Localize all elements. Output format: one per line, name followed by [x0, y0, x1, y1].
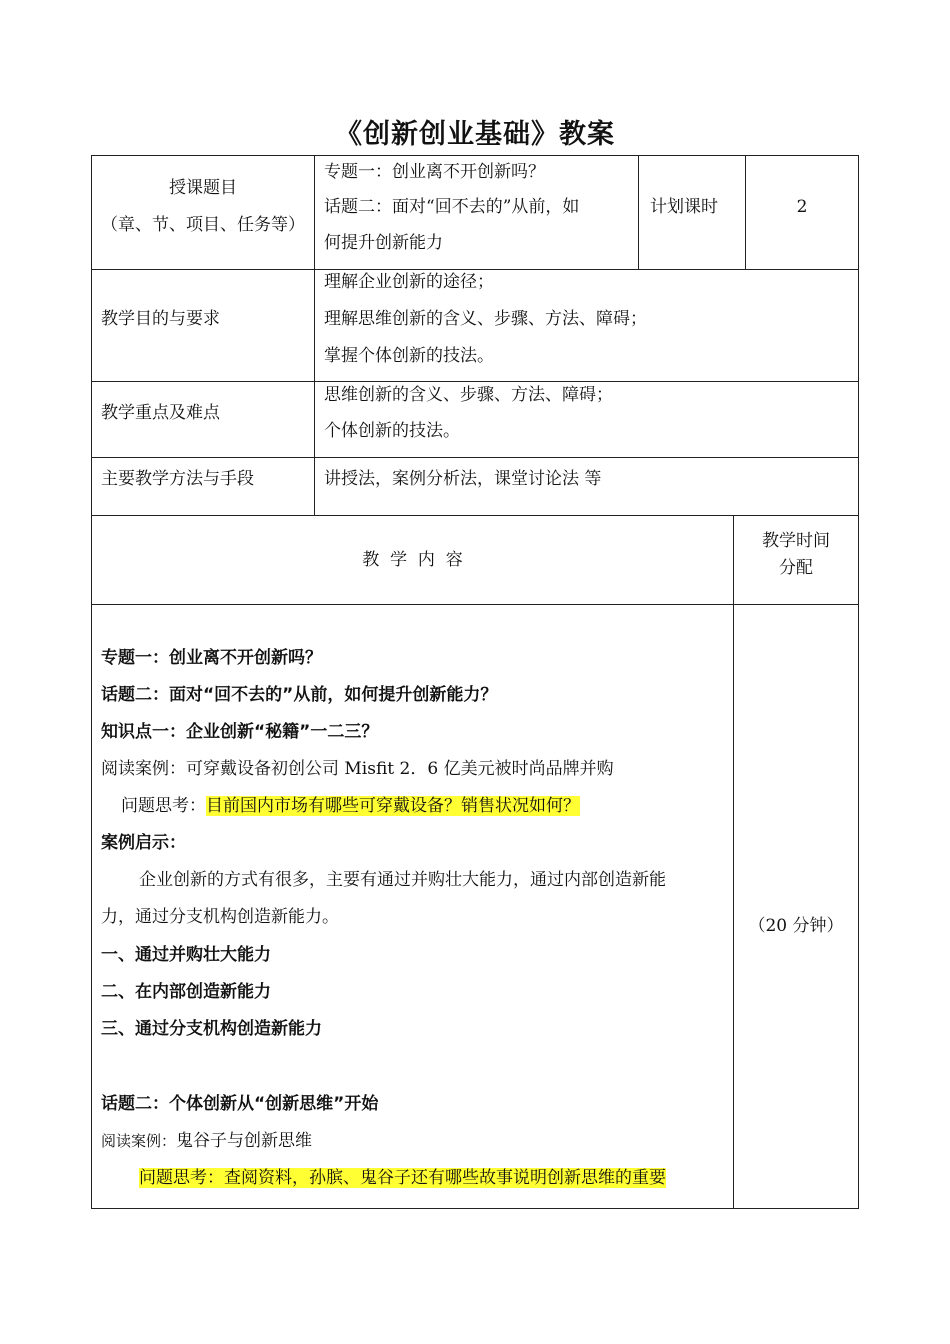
time-allocation: （20 分钟） [748, 916, 844, 936]
goal-item: 掌握个体创新的技法。 [324, 346, 494, 366]
row-divider [91, 604, 859, 605]
topic-value-line: 何提升创新能力 [324, 233, 443, 253]
column-divider [314, 155, 315, 516]
table-border-right [858, 155, 859, 1209]
page-title: 《创新创业基础》教案 [335, 119, 615, 150]
topic-label-note: （章、节、项目、任务等） [101, 215, 305, 235]
topic-label: 授课题目 [169, 178, 237, 198]
topic-heading: 专题一：创业离不开创新吗？ [101, 648, 322, 668]
question-2-highlight: 问题思考：查阅资料，孙膑、鬼谷子还有哪些故事说明创新思维的重要 [139, 1168, 666, 1188]
content-header: 教 学 内 容 [362, 550, 463, 570]
question-label: 问题思考： [121, 796, 206, 816]
knowledge-point-heading: 知识点一：企业创新“秘籍”一二三？ [101, 722, 379, 742]
insight-paragraph: 企业创新的方式有很多，主要有通过并购壮大能力，通过内部创造新能 [139, 870, 666, 890]
question-line [121, 788, 580, 825]
keypoints-label: 教学重点及难点 [101, 403, 220, 423]
case-2-label: 阅读案例： [101, 1132, 177, 1150]
hours-label: 计划课时 [650, 197, 718, 217]
case-reading: 阅读案例：可穿戴设备初创公司 Misfit 2．6 亿美元被时尚品牌并购 [101, 759, 614, 779]
goal-item: 理解思维创新的含义、步骤、方法、障碍； [324, 309, 647, 329]
column-divider [638, 155, 639, 270]
row-divider [91, 457, 859, 458]
table-border-bottom [91, 1208, 859, 1209]
row-divider [91, 515, 859, 516]
subtopic-heading: 话题二：面对“回不去的”从前，如何提升创新能力？ [101, 685, 498, 705]
time-header-line: 分配 [779, 558, 813, 578]
methods-label: 主要教学方法与手段 [101, 469, 254, 489]
goal-item: 理解企业创新的途径； [324, 272, 494, 292]
keypoint-item: 思维创新的含义、步骤、方法、障碍； [324, 385, 613, 405]
time-header-line: 教学时间 [762, 531, 830, 551]
insight-paragraph: 力，通过分支机构创造新能力。 [101, 907, 339, 927]
topic-value-line: 话题二：面对“回不去的”从前，如 [324, 197, 580, 217]
column-divider [733, 515, 734, 1209]
hours-value: 2 [796, 197, 808, 217]
goals-label: 教学目的与要求 [101, 309, 220, 329]
subtopic-2-heading: 话题二：个体创新从“创新思维”开始 [101, 1094, 379, 1114]
table-border-left [91, 155, 92, 1209]
question-highlight: 目前国内市场有哪些可穿戴设备？销售状况如何？ [206, 796, 580, 816]
point-item: 二、在内部创造新能力 [101, 982, 271, 1002]
case-2-title: 鬼谷子与创新思维 [176, 1131, 313, 1151]
insight-label: 案例启示： [101, 833, 186, 853]
keypoint-item: 个体创新的技法。 [324, 421, 460, 441]
topic-value-line: 专题一：创业离不开创新吗？ [324, 162, 545, 182]
case-2-line [101, 1123, 312, 1160]
question-2-line [139, 1160, 666, 1197]
point-item: 一、通过并购壮大能力 [101, 945, 271, 965]
methods-value: 讲授法，案例分析法，课堂讨论法 等 [324, 469, 602, 489]
point-item: 三、通过分支机构创造新能力 [101, 1019, 322, 1039]
